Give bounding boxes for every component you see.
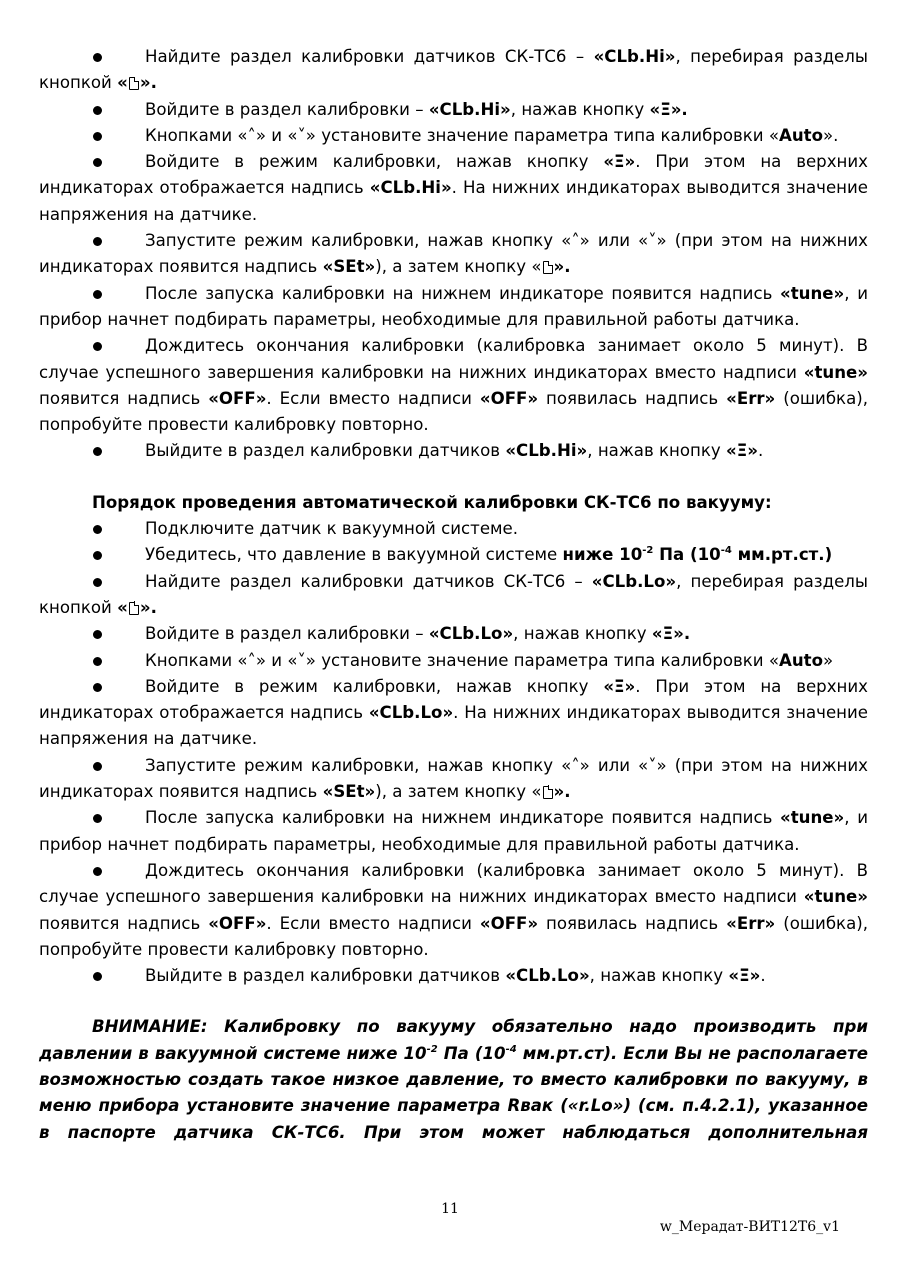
section-high-calibration <box>39 44 868 465</box>
list-item: Выйдите в раздел калибровки датчиков «CLb.Lo», нажав кнопку «Ξ». <box>39 963 868 989</box>
section-heading: Порядок проведения автоматической калибровки СК-ТС6 по вакууму: <box>92 492 772 512</box>
section-vacuum-calibration <box>39 516 868 989</box>
list-item: Запустите режим калибровки, нажав кнопку «˄» или «˅» (при этом на нижних индикаторах появится надпись «SEt»), а затем кнопку « ». <box>39 755 868 802</box>
list-item: Найдите раздел калибровки датчиков СК-ТС6 – «CLb.Hi», перебирая разделы кнопкой « ». <box>39 47 868 93</box>
document-page <box>39 44 868 1146</box>
list-item: После запуска калибровки на нижнем индикаторе появится надпись «tune», и прибор начнет подбирать параметры, необходимые для правильной работы датчика. <box>39 283 868 329</box>
page-button-icon <box>543 786 553 799</box>
list-item: Найдите раздел калибровки датчиков СК-ТС6 – «CLb.Lo», перебирая разделы кнопкой « ». <box>39 571 868 617</box>
list-item: Войдите в раздел калибровки – «CLb.Hi», нажав кнопку «Ξ». <box>39 97 868 123</box>
list-item: Войдите в раздел калибровки – «CLb.Lo», нажав кнопку «Ξ». <box>39 621 868 647</box>
list-item: Кнопками «˄» и «˅» установите значение параметра типа калибровки «Auto» <box>39 648 868 674</box>
list-item: Запустите режим калибровки, нажав кнопку «˄» или «˅» (при этом на нижних индикаторах появится надпись «SEt»), а затем кнопку « ». <box>39 231 868 277</box>
list-item: Войдите в режим калибровки, нажав кнопку «Ξ». При этом на верхних индикаторах отображается надпись «CLb.Lo». На нижних индикаторах выводится значение напряжения на датчике. <box>39 676 869 749</box>
list-item: Убедитесь, что давление в вакуумной системе ниже $10^{-2}$ Па ($10^{-4}$ мм.рт.ст.) <box>39 542 868 568</box>
list-item: Дождитесь окончания калибровки (калибровка занимает около 5 минут). В случае успешного завершения калибровки на нижних индикаторах вместо надписи «tune» появится надпись «OFF». Если вместо надписи «OFF» появилась надпись «Err» (ошибка), попробуйте провести калибровку повторно. <box>39 336 868 435</box>
list-item: Кнопками «˄» и «˅» установите значение параметра типа калибровки «Auto». <box>39 123 868 149</box>
warning-paragraph: ВНИМАНИЕ: Калибровку по вакууму обязательно надо производить при давлении в вакуумной системе ниже $10^{-2}$ Па ($10^{-4}$ мм.рт.ст). Если Вы не располагаете возможностью создать такое низкое давление, то вместо калибровки по вакууму, в меню прибора установите значение параметра Rвак («r.Lo») (см. п.4.2.1), указанное в паспорте датчика СК-ТС6. При этом может наблюдаться дополнительная <box>39 1017 868 1142</box>
list-item: Дождитесь окончания калибровки (калибровка занимает около 5 минут). В случае успешного завершения калибровки на нижних индикаторах вместо надписи «tune» появится надпись «OFF». Если вместо надписи «OFF» появилась надпись «Err» (ошибка), попробуйте провести калибровку повторно. <box>39 860 868 959</box>
page-number: 11 <box>441 1201 459 1217</box>
footer-file-name: w_Мерадат-ВИТ12Т6_v1 <box>659 1219 840 1235</box>
list-item: Войдите в режим калибровки, нажав кнопку «Ξ». При этом на верхних индикаторах отображается надпись «CLb.Hi». На нижних индикаторах выводится значение напряжения на датчике. <box>39 152 869 224</box>
list-item: После запуска калибровки на нижнем индикаторе появится надпись «tune», и прибор начнет подбирать параметры, необходимые для правильной работы датчика. <box>39 808 868 854</box>
page-button-icon <box>129 77 139 90</box>
page-button-icon <box>129 602 139 615</box>
list-item: Выйдите в раздел калибровки датчиков «CLb.Hi», нажав кнопку «Ξ». <box>39 438 868 464</box>
list-item: Подключите датчик к вакуумной системе. <box>39 516 868 542</box>
page-button-icon <box>543 261 553 274</box>
